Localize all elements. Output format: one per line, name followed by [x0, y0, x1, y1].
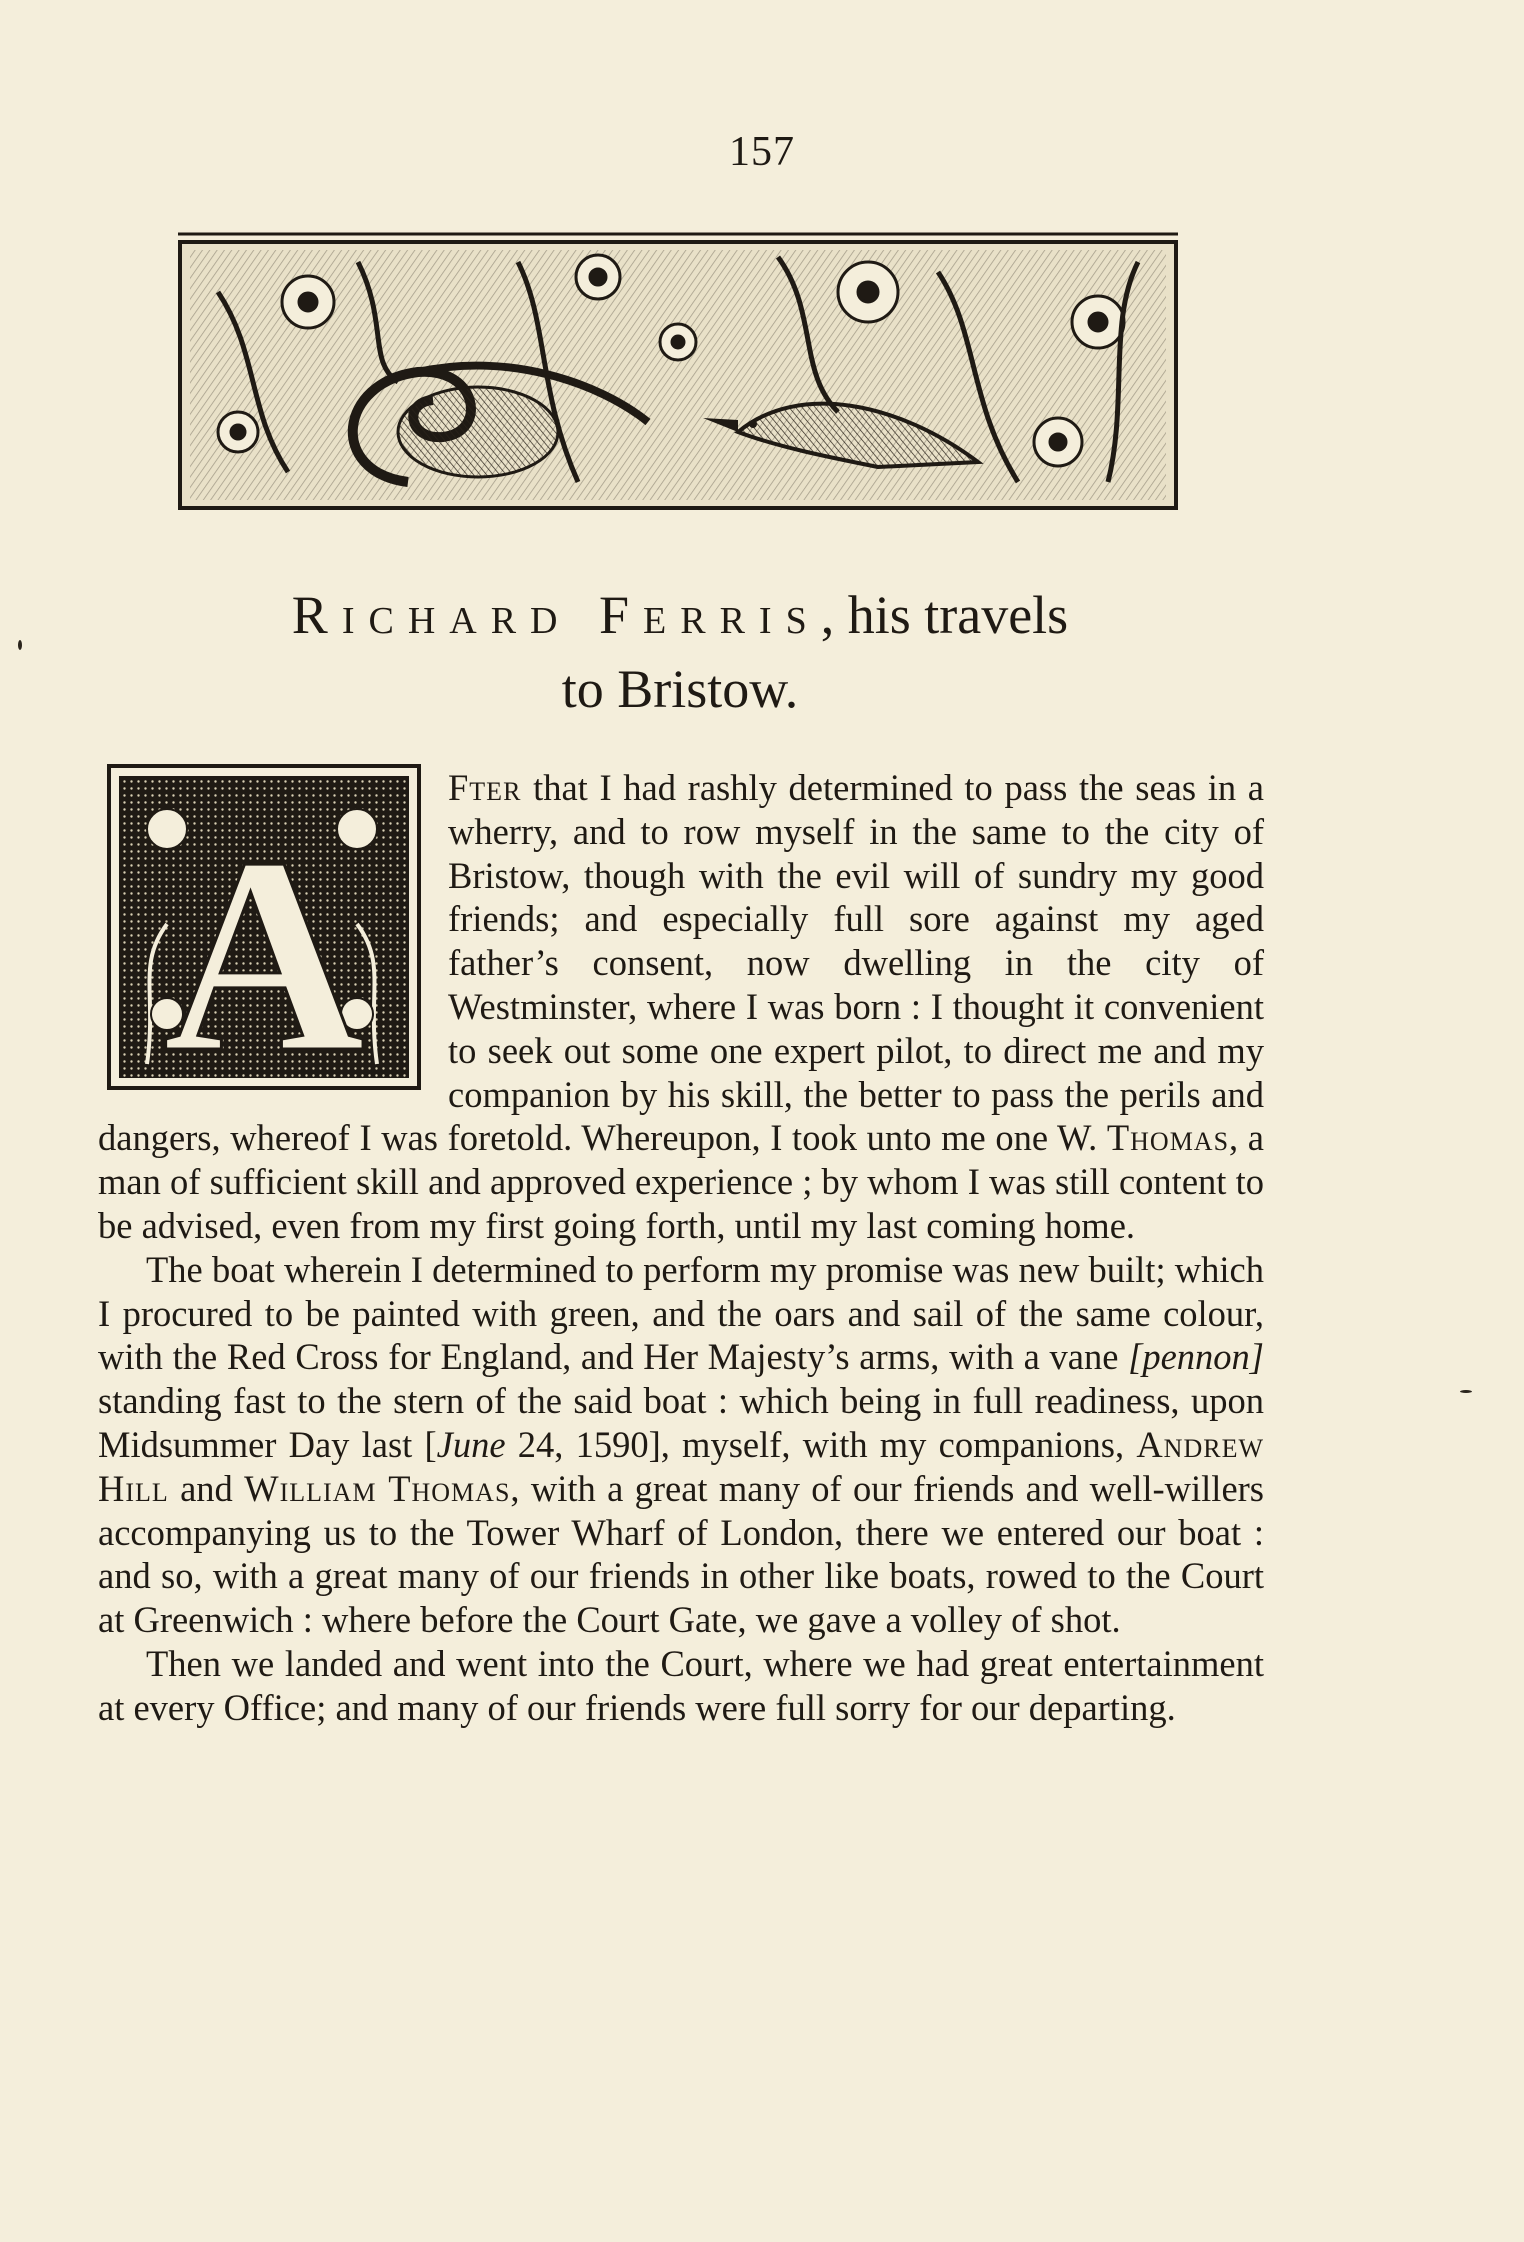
floral-headpiece-ornament	[178, 232, 1178, 510]
title-line2: to Bristow.	[561, 659, 799, 719]
title-rest: his travels	[834, 585, 1069, 645]
page-speck	[18, 640, 22, 650]
p2-bracket-pennon: [pennon]	[1128, 1336, 1264, 1378]
p1-text-a: that I had rashly determined to pass the seas in a wherry, and to row myself in the same to the city of Bristow, though with the evil will of sundry my good friends; and especially full sore against my aged father’s consent, now dwelling in the city of Westminster, where I was born : I thought it convenient to seek out some one expert pilot, to direct me and my companion by his skill, the better to pass the perils and dangers, whereof I was foretold. Whereupon, I took unto me one W.	[98, 767, 1264, 1159]
p2-text-e: , with a great many of our friends and well-willers accompanying us to the Tower Wharf of London, there we entered our boat : and so, with a great many of our friends in other like boats, rowed to the Court at Greenwich : where before the Court Gate, we gave a volley of shot.	[98, 1467, 1264, 1641]
paragraph-3: Then we landed and went into the Court, where we had great entertainment at every Office; and many of our friends were full sorry for our departing.	[98, 1642, 1264, 1728]
p1-name-thomas: Thomas	[1106, 1117, 1230, 1159]
drop-cap-glyph: A	[162, 799, 366, 1090]
title-name: Richard Ferris	[291, 585, 821, 645]
p2-bracket-open: [	[424, 1423, 437, 1465]
p2-text-b: standing fast to the stern of the said boat : which being in full readiness, upon Midsummer Day last	[98, 1380, 1264, 1465]
title-separator: ,	[820, 585, 835, 645]
paragraph-2	[98, 1248, 1264, 1642]
chapter-title	[140, 578, 1220, 726]
p2-name-william-thomas: William Thomas	[244, 1467, 511, 1509]
page-speck	[1460, 1390, 1472, 1393]
dropcap-continuation: Fter	[448, 767, 522, 808]
body-text	[98, 766, 1264, 1730]
p2-bracket-month: June	[436, 1423, 506, 1465]
p2-text-a: The boat wherein I determined to perform my promise was new built; which I procured to be painted with green, and the oars and sail of the same colour, with the Red Cross for England, and Her Majesty’s arms, with a vane	[98, 1248, 1264, 1378]
p2-bracket-rest: 24, 1590],	[505, 1423, 670, 1465]
p2-text-c: myself, with my companions,	[669, 1423, 1137, 1465]
p2-name-andrew-hill: Andrew Hill	[98, 1423, 1265, 1509]
page-number: 157	[729, 129, 795, 175]
headpiece-engraving	[178, 232, 1178, 510]
p2-text-d: and	[168, 1467, 245, 1509]
p1-text-b: , a man of sufficient skill and approved experience ; by whom I was still content to be advised, even from my first going forth, until my last coming home.	[98, 1117, 1264, 1246]
